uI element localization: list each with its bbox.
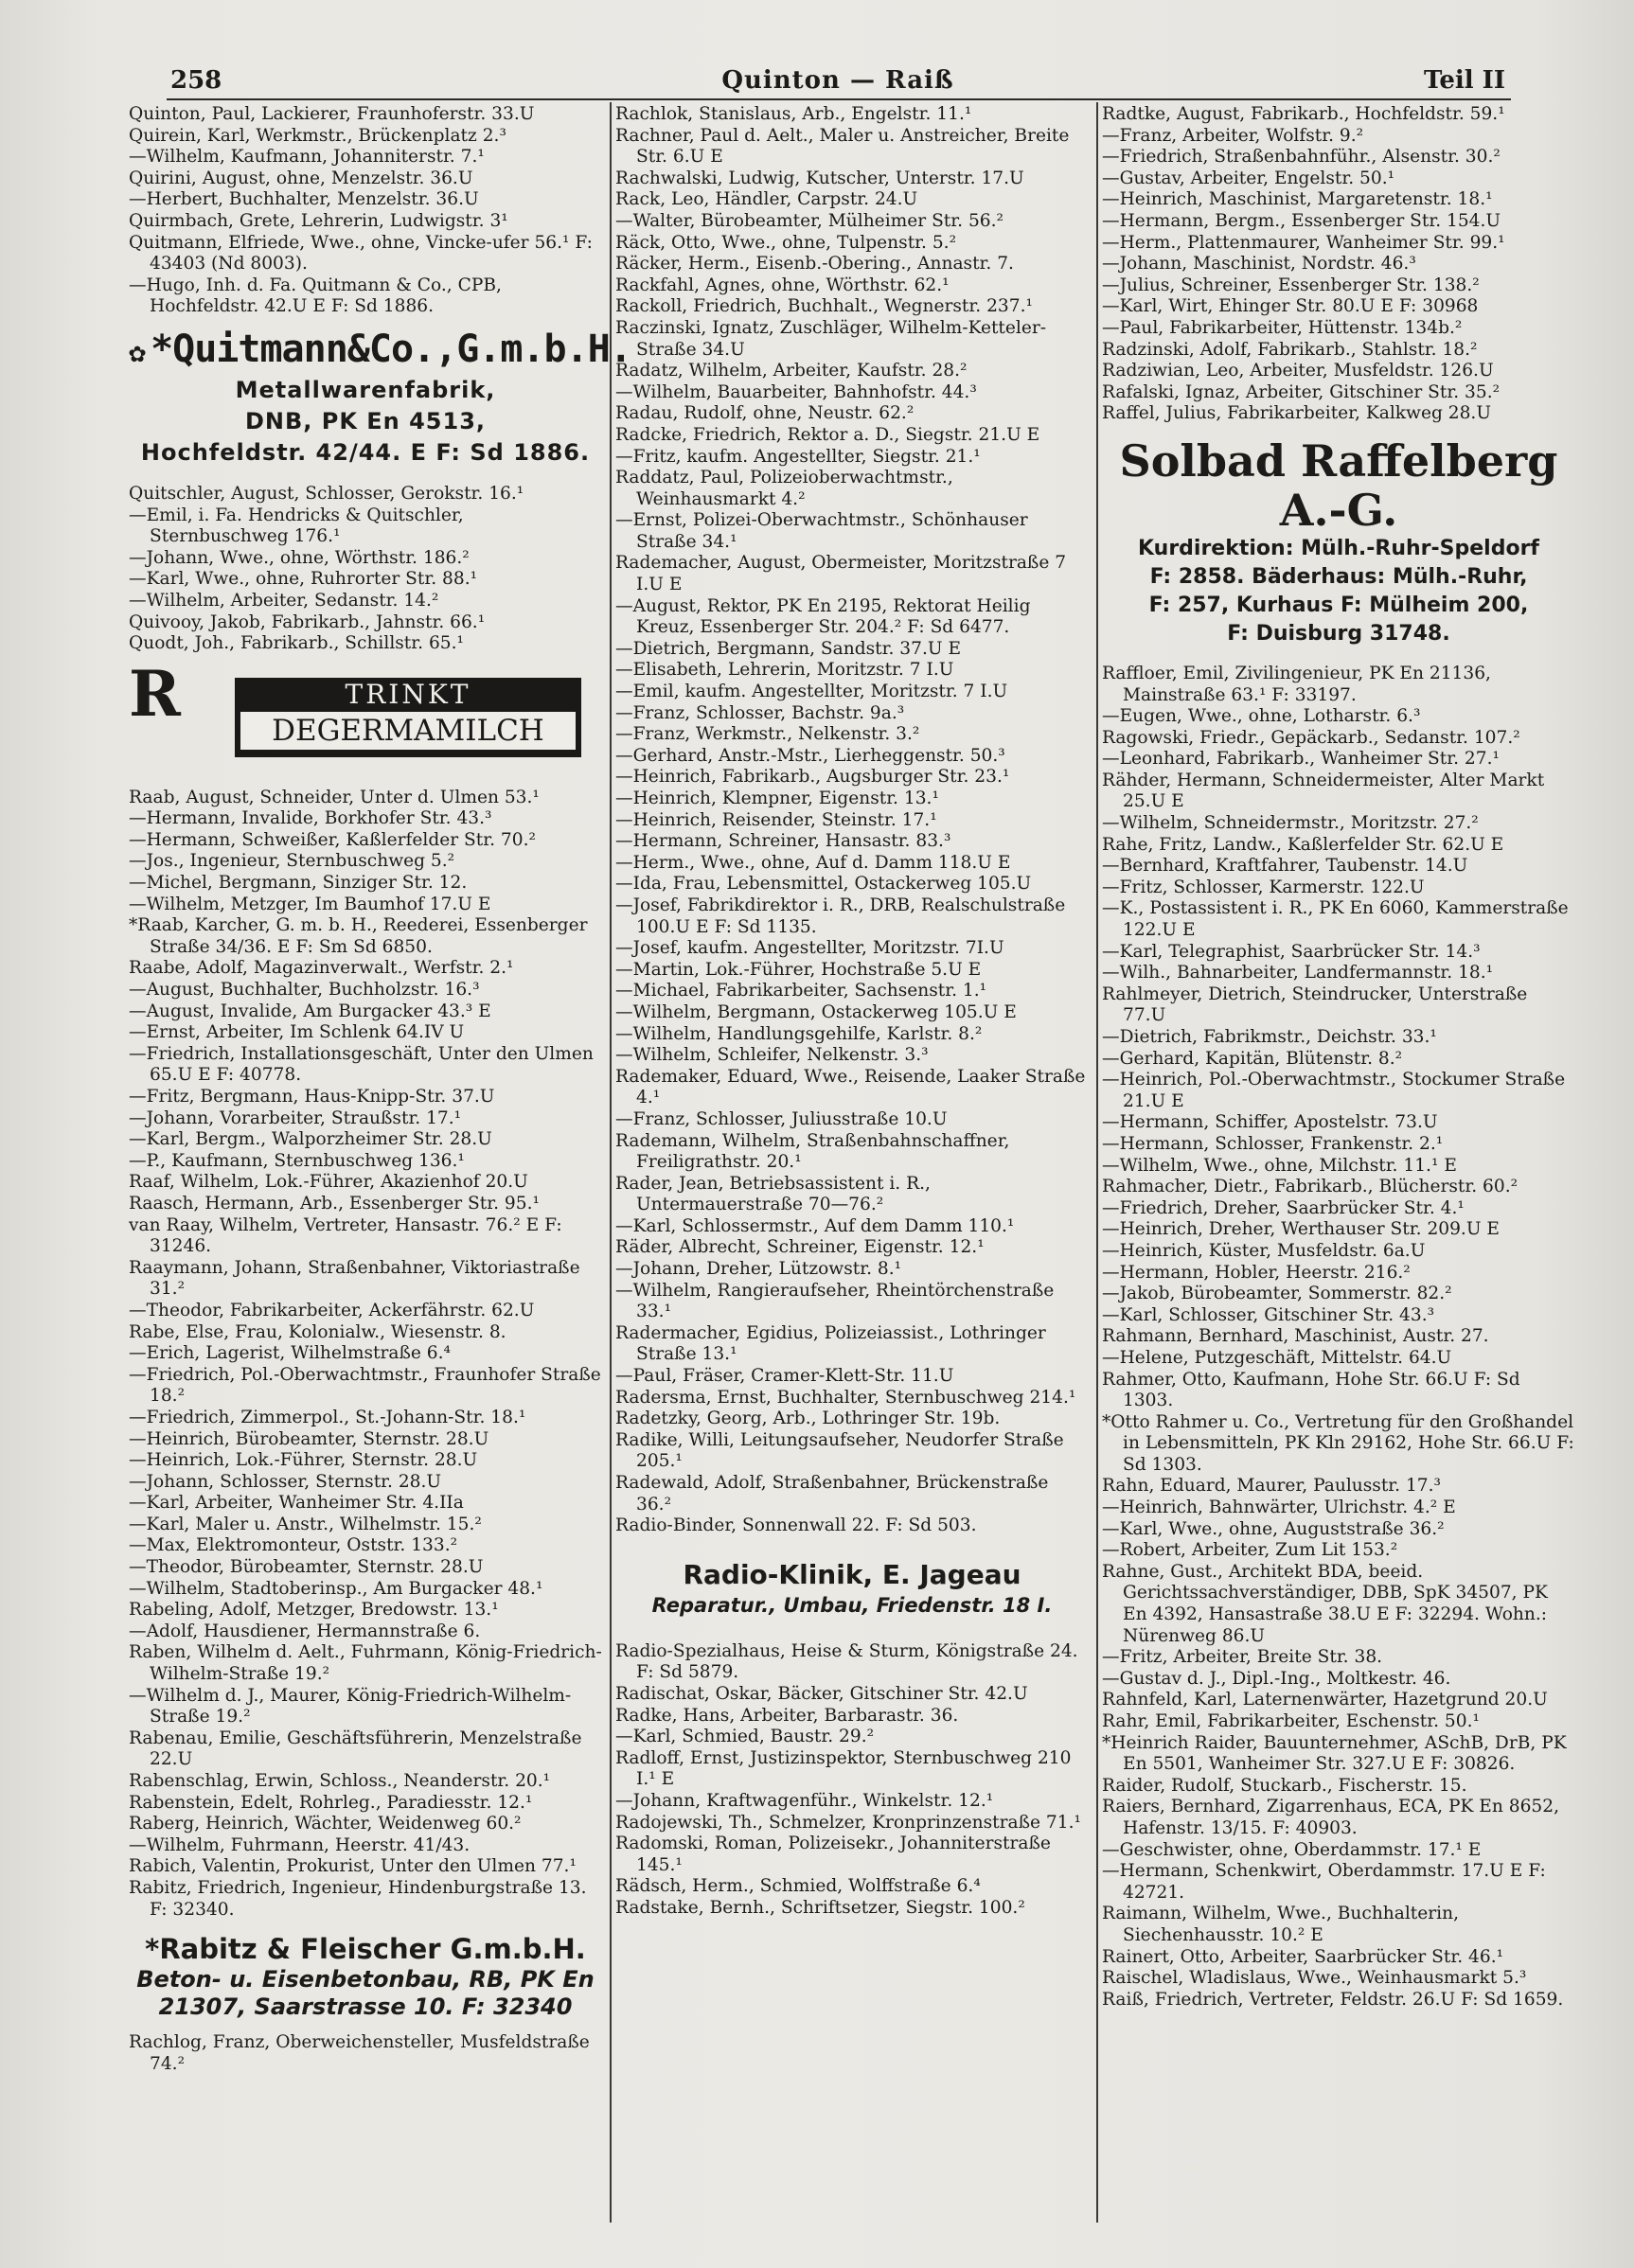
directory-entry: —Heinrich, Reisender, Steinstr. 17.¹ [615, 809, 937, 830]
directory-entry: Radtke, August, Fabrikarb., Hochfeldstr. 59.¹ [1102, 104, 1505, 124]
directory-entry: —Dietrich, Fabrikmstr., Deichstr. 33.¹ [1102, 1027, 1437, 1047]
directory-entry: —P., Kaufmann, Sternbuschweg 136.¹ [129, 1150, 465, 1171]
directory-entry: Rähder, Hermann, Schneidermeister, Alter Markt 25.U E [1102, 770, 1551, 812]
directory-entry: Räck, Otto, Wwe., ohne, Tulpenstr. 5.² [615, 232, 957, 253]
directory-entry: Radatz, Wilhelm, Arbeiter, Kaufstr. 28.² [615, 361, 968, 381]
directory-entry: Rahnfeld, Karl, Laternenwärter, Hazetgrund 20.U [1102, 1690, 1548, 1710]
directory-entry: Quivooy, Jakob, Fabrikarb., Jahnstr. 66.¹ [129, 611, 486, 632]
directory-entry: Quodt, Joh., Fabrikarb., Schillstr. 65.¹ [129, 633, 464, 654]
directory-entry: Radetzky, Georg, Arb., Lothringer Str. 19b. [615, 1409, 1001, 1429]
ad-rabitz-firm: *Rabitz & Fleischer G.m.b.H. [145, 1933, 586, 1966]
directory-entry: Rahmann, Bernhard, Maschinist, Austr. 27. [1102, 1326, 1489, 1347]
directory-entry: Radstake, Bernh., Schriftsetzer, Siegstr. 100.² [615, 1897, 1025, 1918]
directory-entry: —Wilhelm, Stadtoberinsp., Am Burgacker 48.¹ [129, 1578, 543, 1599]
directory-entry: Rachlog, Franz, Oberweichensteller, Musfeldstraße 74.² [129, 2032, 595, 2074]
directory-entry: Raischel, Wladislaus, Wwe., Weinhausmarkt 5.³ [1102, 1968, 1527, 1989]
directory-entry: —Karl, Bergm., Walporzheimer Str. 28.U [129, 1129, 492, 1150]
ad-solbad-line: F: Duisburg 31748. [1227, 621, 1450, 646]
directory-entry: —Helene, Putzgeschäft, Mittelstr. 64.U [1102, 1347, 1452, 1368]
directory-entry: —Karl, Wwe., ohne, Ruhrorter Str. 88.¹ [129, 569, 478, 590]
directory-entry: Radermacher, Egidius, Polizeiassist., Lothringer Straße 13.¹ [615, 1322, 1052, 1365]
directory-entry: —Wilhelm, Schneidermstr., Moritzstr. 27.² [1102, 813, 1479, 834]
directory-entry: Raben, Wilhelm d. Aelt., Fuhrmann, König-Friedrich-Wilhelm-Straße 19.² [129, 1642, 602, 1685]
directory-entry: Rachwalski, Ludwig, Kutscher, Unterstr. 17.U [615, 168, 1024, 188]
directory-entry: —Heinrich, Bahnwärter, Ulrichstr. 4.² E [1102, 1497, 1456, 1518]
directory-entry: —Gerhard, Kapitän, Blütenstr. 8.² [1102, 1048, 1403, 1069]
directory-entry: —Karl, Schlossermstr., Auf dem Damm 110.¹ [615, 1215, 1015, 1236]
directory-entry: Rainert, Otto, Arbeiter, Saarbrücker Str. 46.¹ [1102, 1946, 1504, 1967]
directory-entry: —Fritz, Bergmann, Haus-Knipp-Str. 37.U [129, 1087, 495, 1107]
directory-entry: —Franz, Schlosser, Juliusstraße 10.U [615, 1108, 948, 1129]
directory-entry: Radojewski, Th., Schmelzer, Kronprinzenstraße 71.¹ [615, 1812, 1081, 1833]
directory-entry: Rahne, Gust., Architekt BDA, beeid. Gerichtssachverständiger, DBB, SpK 34507, PK En 4392, Hansastraße 38.U E F: 32294. Wohn.: Nürenweg 86.U [1102, 1561, 1554, 1646]
directory-entry: —Erich, Lagerist, Wilhelmstraße 6.⁴ [129, 1343, 451, 1364]
milk-ad-line: DEGERMAMILCH [240, 712, 576, 750]
directory-entry: *Otto Rahmer u. Co., Vertretung für den Großhandel in Lebensmitteln, PK Kln 29162, Hohe Str. 66.U F: Sd 1303. [1102, 1411, 1580, 1475]
directory-entry: Rahr, Emil, Fabrikarbeiter, Eschenstr. 50.¹ [1102, 1711, 1480, 1731]
directory-entry: Rabich, Valentin, Prokurist, Unter den Ulmen 77.¹ [129, 1856, 577, 1877]
directory-entry: Raider, Rudolf, Stuckarb., Fischerstr. 15. [1102, 1775, 1467, 1796]
company-logo-icon: ✿ [129, 335, 146, 369]
directory-entry: —Wilhelm, Schleifer, Nelkenstr. 3.³ [615, 1045, 929, 1066]
directory-entry: —Wilhelm, Fuhrmann, Heerstr. 41/43. [129, 1834, 471, 1855]
directory-entry: —Herm., Wwe., ohne, Auf d. Damm 118.U E [615, 852, 1011, 873]
directory-entry: Quinton, Paul, Lackierer, Fraunhoferstr. 33.U [129, 104, 535, 124]
directory-entry: —Franz, Werkmstr., Nelkenstr. 3.² [615, 724, 920, 745]
directory-entry: Radke, Hans, Arbeiter, Barbarastr. 36. [615, 1705, 959, 1726]
ad-solbad-line: F: 257, Kurhaus F: Mülheim 200, [1148, 593, 1529, 617]
page-number: 258 [170, 66, 222, 95]
ad-solbad-line: Kurdirektion: Mülh.-Ruhr-Speldorf [1138, 536, 1539, 560]
directory-entry: —Fritz, Arbeiter, Breite Str. 38. [1102, 1647, 1383, 1668]
directory-entry: —Leonhard, Fabrikarb., Wanheimer Str. 27.¹ [1102, 749, 1500, 770]
column-divider [1096, 102, 1098, 2223]
directory-entry: Radau, Rudolf, ohne, Neustr. 62.² [615, 403, 915, 424]
directory-entry: —Heinrich, Maschinist, Margaretenstr. 18.¹ [1102, 189, 1493, 210]
directory-entry: —Herbert, Buchhalter, Menzelstr. 36.U [129, 189, 479, 210]
directory-entry: Raiß, Friedrich, Vertreter, Feldstr. 26.U F: Sd 1659. [1102, 1989, 1564, 2010]
part-label: Teil II [1423, 66, 1505, 95]
directory-entry: —Wilhelm, Metzger, Im Baumhof 17.U E [129, 894, 491, 914]
directory-entry: —K., Postassistent i. R., PK En 6060, Kammerstraße 122.U E [1102, 898, 1574, 941]
directory-entry: Rahn, Eduard, Maurer, Paulusstr. 17.³ [1102, 1476, 1441, 1497]
directory-entry: Radio-Spezialhaus, Heise & Sturm, Königstraße 24. F: Sd 5879. [615, 1640, 1084, 1683]
directory-entry: —Hermann, Schlosser, Frankenstr. 2.¹ [1102, 1133, 1444, 1154]
directory-entry: Rahe, Fritz, Landw., Kaßlerfelder Str. 62.U E [1102, 834, 1504, 855]
directory-entry: Quitschler, August, Schlosser, Gerokstr. 16.¹ [129, 483, 524, 504]
ad-quitmann-line: Hochfeldstr. 42/44. E F: Sd 1886. [140, 438, 591, 466]
ad-solbad-line: F: 2858. Bäderhaus: Mülh.-Ruhr, [1149, 564, 1528, 589]
directory-entry: Radloff, Ernst, Justizinspektor, Sternbuschweg 210 I.¹ E [615, 1747, 1077, 1790]
entry-list [129, 104, 602, 318]
directory-entry: —Wilhelm d. J., Maurer, König-Friedrich-Wilhelm-Straße 19.² [129, 1685, 572, 1728]
directory-entry: —Heinrich, Lok.-Führer, Sternstr. 28.U [129, 1450, 478, 1471]
ad-radio-klinik [615, 1558, 1089, 1619]
ad-milk [129, 656, 602, 761]
entry-list [129, 484, 602, 655]
directory-entry: —Fritz, kaufm. Angestellter, Siegstr. 21.¹ [615, 446, 981, 467]
directory-entry: Radziwian, Leo, Arbeiter, Musfeldstr. 126.U [1102, 361, 1494, 381]
directory-entry: —Heinrich, Fabrikarb., Augsburger Str. 23.¹ [615, 767, 1010, 788]
directory-entry: —Wilhelm, Arbeiter, Sedanstr. 14.² [129, 590, 439, 611]
entry-list [129, 787, 607, 1921]
directory-entry: Rachner, Paul d. Aelt., Maler u. Anstreicher, Breite Str. 6.U E [615, 125, 1075, 168]
header-rule [167, 98, 1511, 100]
directory-entry: Radio-Binder, Sonnenwall 22. F: Sd 503. [615, 1515, 977, 1536]
directory-entry: —Ernst, Arbeiter, Im Schlenk 64.IV U [129, 1022, 465, 1043]
directory-entry: —Gustav d. J., Dipl.-Ing., Moltkestr. 46. [1102, 1668, 1451, 1689]
directory-entry: Radomski, Roman, Polizeisekr., Johanniterstraße 145.¹ [615, 1834, 1057, 1875]
directory-entry: Quirmbach, Grete, Lehrerin, Ludwigstr. 3¹ [129, 210, 508, 231]
directory-entry: —Theodor, Fabrikarbeiter, Ackerfährstr. 62.U [129, 1300, 535, 1320]
column-3 [1102, 104, 1580, 2262]
directory-entry: —August, Invalide, Am Burgacker 43.³ E [129, 1001, 491, 1021]
directory-entry: —Adolf, Hausdiener, Hermannstraße 6. [129, 1621, 481, 1641]
directory-entry: —Wilhelm, Rangieraufseher, Rheintörchenstraße 33.¹ [615, 1280, 1060, 1322]
directory-entry: —Robert, Arbeiter, Zum Lit 153.² [1102, 1540, 1398, 1561]
directory-entry: Rader, Jean, Betriebsassistent i. R., Untermauerstraße 70—76.² [615, 1173, 936, 1215]
directory-entry: —Hermann, Schenkwirt, Oberdammstr. 17.U E F: 42721. [1102, 1861, 1552, 1903]
directory-entry: Raddatz, Paul, Polizeioberwachtmstr., Weinhausmarkt 4.² [615, 468, 959, 509]
directory-entry: —Johann, Schlosser, Sternstr. 28.U [129, 1471, 442, 1492]
directory-entry: Radike, Willi, Leitungsaufseher, Neudorfer Straße 205.¹ [615, 1429, 1070, 1472]
directory-entry: —Ernst, Polizei-Oberwachtmstr., Schönhauser Straße 34.¹ [615, 510, 1034, 552]
directory-entry: Räcker, Herm., Eisenb.-Obering., Annastr. 7. [615, 254, 1014, 275]
directory-entry: —Wilhelm, Handlungsgehilfe, Karlstr. 8.² [615, 1023, 983, 1044]
ad-solbad-firm: Solbad Raffelberg A.-G. [1119, 434, 1558, 536]
directory-entry: —Martin, Lok.-Führer, Hochstraße 5.U E [615, 959, 982, 980]
ad-solbad [1102, 436, 1575, 648]
directory-entry: —Friedrich, Dreher, Saarbrücker Str. 4.¹ [1102, 1197, 1465, 1218]
directory-entry: —Emil, i. Fa. Hendricks & Quitschler, Sternbuschweg 176.¹ [129, 505, 470, 547]
directory-entry: —Karl, Wwe., ohne, Auguststraße 36.² [1102, 1518, 1445, 1539]
milk-ad-box [235, 678, 581, 757]
directory-entry: —August, Rektor, PK En 2195, Rektorat Heilig Kreuz, Essenberger Str. 204.² F: Sd 6477. [615, 595, 1037, 638]
directory-entry: —Emil, kaufm. Angestellter, Moritzstr. 7 I.U [615, 682, 1008, 702]
directory-entry: —Hermann, Schreiner, Hansastr. 83.³ [615, 831, 951, 852]
directory-entry: Raczinski, Ignatz, Zuschläger, Wilhelm-Ketteler-Straße 34.U [615, 317, 1047, 360]
directory-entry: —Dietrich, Bergmann, Sandstr. 37.U E [615, 638, 962, 659]
entry-list [1102, 663, 1580, 2011]
directory-entry: Radischat, Oskar, Bäcker, Gitschiner Str. 42.U [615, 1683, 1028, 1704]
directory-entry: —Theodor, Bürobeamter, Sternstr. 28.U [129, 1557, 484, 1578]
entry-list [615, 1641, 1089, 1920]
ad-quitmann [129, 327, 631, 469]
directory-entry: —Bernhard, Kraftfahrer, Taubenstr. 14.U [1102, 856, 1468, 877]
directory-entry: Raffloer, Emil, Zivilingenieur, PK En 21136, Mainstraße 63.¹ F: 33197. [1102, 663, 1497, 705]
directory-entry: —Walter, Bürobeamter, Mülheimer Str. 56.² [615, 210, 1003, 231]
directory-entry: —Friedrich, Installationsgeschäft, Unter den Ulmen 65.U E F: 40778. [129, 1043, 599, 1086]
ad-radio-line: Reparatur., Umbau, Friedenstr. 18 I. [651, 1593, 1053, 1617]
milk-ad-line: TRINKT [345, 678, 471, 710]
directory-entry: —Heinrich, Pol.-Oberwachtmstr., Stockumer Straße 21.U E [1102, 1070, 1572, 1111]
directory-entry: —Hermann, Schweißer, Kaßlerfelder Str. 70.² [129, 829, 536, 850]
ad-quitmann-line: DNB, PK En 4513, [244, 407, 487, 434]
directory-entry: Rabitz, Friedrich, Ingenieur, Hindenburgstraße 13. F: 32340. [129, 1877, 593, 1920]
directory-entry: —Elisabeth, Lehrerin, Moritzstr. 7 I.U [615, 660, 954, 681]
directory-entry: *Raab, Karcher, G. m. b. H., Reederei, Essenberger Straße 34/36. E F: Sm Sd 6850. [129, 915, 594, 957]
directory-entry: Rafalski, Ignaz, Arbeiter, Gitschiner Str. 35.² [1102, 381, 1501, 402]
directory-entry: —Hermann, Invalide, Borkhofer Str. 43.³ [129, 808, 492, 829]
entry-list [129, 2032, 602, 2075]
directory-entry: Rabeling, Adolf, Metzger, Bredowstr. 13.¹ [129, 1600, 499, 1621]
directory-entry: Quirein, Karl, Werkmstr., Brückenplatz 2.³ [129, 125, 506, 146]
directory-entry: Rädsch, Herm., Schmied, Wolffstraße 6.⁴ [615, 1876, 981, 1897]
column-divider [610, 102, 612, 2223]
directory-entry: van Raay, Wilhelm, Vertreter, Hansastr. 76.² E F: 31246. [129, 1214, 568, 1257]
directory-entry: Rademann, Wilhelm, Straßenbahnschaffner, Freiligrathstr. 20.¹ [615, 1130, 1016, 1173]
directory-entry: Rahmacher, Dietr., Fabrikarb., Blücherstr. 60.² [1102, 1177, 1519, 1197]
directory-entry: —Johann, Wwe., ohne, Wörthstr. 186.² [129, 547, 470, 568]
directory-entry: —Karl, Telegraphist, Saarbrücker Str. 14.³ [1102, 941, 1481, 962]
directory-entry: Rachlok, Stanislaus, Arb., Engelstr. 11.¹ [615, 104, 972, 124]
directory-entry: —Jos., Ingenieur, Sternbuschweg 5.² [129, 851, 455, 872]
directory-entry: Rabenau, Emilie, Geschäftsführerin, Menzelstraße 22.U [129, 1728, 588, 1770]
directory-entry: Rabenstein, Edelt, Rohrleg., Paradiesstr. 12.¹ [129, 1792, 533, 1813]
directory-entry: —Karl, Arbeiter, Wanheimer Str. 4.IIa [129, 1493, 464, 1514]
directory-entry: *Heinrich Raider, Bauunternehmer, ASchB, DrB, PK En 5501, Wanheimer Str. 327.U E F: 30826. [1102, 1732, 1572, 1775]
directory-entry: —Johann, Kraftwagenführ., Winkelstr. 12.¹ [615, 1790, 994, 1811]
directory-entry: Raaymann, Johann, Straßenbahner, Viktoriastraße 31.² [129, 1257, 586, 1300]
directory-entry: —Johann, Vorarbeiter, Straußstr. 17.¹ [129, 1107, 462, 1128]
directory-entry: —Friedrich, Pol.-Oberwachtmstr., Fraunhofer Straße 18.² [129, 1364, 607, 1407]
directory-entry: —Karl, Schlosser, Gitschiner Str. 43.³ [1102, 1304, 1435, 1325]
ad-rabitz-line: Beton- u. Eisenbetonbau, RB, PK En [136, 1966, 595, 1993]
directory-entry: Rahmer, Otto, Kaufmann, Hohe Str. 66.U F: Sd 1303. [1102, 1369, 1526, 1411]
directory-entry: —Wilhelm, Bauarbeiter, Bahnhofstr. 44.³ [615, 381, 977, 402]
directory-entry: —Johann, Dreher, Lützowstr. 8.¹ [615, 1259, 902, 1280]
directory-entry: —Wilhelm, Kaufmann, Johanniterstr. 7.¹ [129, 147, 485, 168]
directory-entry: Radersma, Ernst, Buchhalter, Sternbuschweg 214.¹ [615, 1387, 1076, 1408]
directory-entry: —Paul, Fräser, Cramer-Klett-Str. 11.U [615, 1366, 954, 1387]
directory-entry: Raab, August, Schneider, Unter d. Ulmen 53.¹ [129, 787, 540, 807]
directory-entry: —Fritz, Schlosser, Karmerstr. 122.U [1102, 877, 1425, 897]
entry-list [1102, 104, 1575, 425]
directory-entry: —Gustav, Arbeiter, Engelstr. 50.¹ [1102, 168, 1395, 188]
directory-entry: —Wilhelm, Wwe., ohne, Milchstr. 11.¹ E [1102, 1155, 1457, 1176]
directory-entry: —Karl, Schmied, Baustr. 29.² [615, 1727, 875, 1747]
directory-entry: Quirini, August, ohne, Menzelstr. 36.U [129, 168, 473, 188]
directory-entry: Rabe, Else, Frau, Kolonialw., Wiesenstr. 8. [129, 1321, 506, 1342]
directory-entry: —Eugen, Wwe., ohne, Lotharstr. 6.³ [1102, 706, 1421, 727]
directory-entry: Radewald, Adolf, Straßenbahner, Brückenstraße 36.² [615, 1473, 1055, 1515]
directory-entry: —Gerhard, Anstr.-Mstr., Lierheggenstr. 50.³ [615, 745, 1005, 766]
directory-entry: Rahlmeyer, Dietrich, Steindrucker, Unterstraße 77.U [1102, 983, 1534, 1026]
directory-entry: —Hermann, Bergm., Essenberger Str. 154.U [1102, 210, 1501, 231]
directory-entry: Raasch, Hermann, Arb., Essenberger Str. 95.¹ [129, 1193, 540, 1214]
directory-entry: Rabenschlag, Erwin, Schloss., Neanderstr. 20.¹ [129, 1771, 551, 1791]
ad-quitmann-firm: *Quitmann&Co.,G.m.b.H. [151, 327, 631, 371]
ad-radio-firm: Radio-Klinik, E. Jageau [683, 1558, 1021, 1590]
directory-entry: —Paul, Fabrikarbeiter, Hüttenstr. 134b.² [1102, 317, 1463, 338]
directory-entry: —Max, Elektromonteur, Oststr. 133.² [129, 1535, 458, 1556]
directory-entry: —Friedrich, Straßenbahnführ., Alsenstr. 30.² [1102, 147, 1501, 168]
directory-entry: Rademacher, August, Obermeister, Moritzstraße 7 I.U E [615, 553, 1073, 595]
page-range-title: Quinton — Raiß [721, 66, 954, 95]
directory-entry: Radzinski, Adolf, Fabrikarb., Stahlstr. 18.² [1102, 339, 1478, 360]
directory-entry: Raabe, Adolf, Magazinverwalt., Werfstr. 2.¹ [129, 958, 514, 979]
directory-entry: —August, Buchhalter, Buchholzstr. 16.³ [129, 980, 480, 1001]
directory-entry: —Wilh., Bahnarbeiter, Landfermannstr. 18.¹ [1102, 963, 1494, 983]
directory-entry: —Heinrich, Klempner, Eigenstr. 13.¹ [615, 788, 939, 808]
directory-entry: —Heinrich, Dreher, Werthauser Str. 209.U E [1102, 1219, 1500, 1240]
directory-entry: —Herm., Plattenmaurer, Wanheimer Str. 99.¹ [1102, 232, 1505, 253]
directory-entry: Raaf, Wilhelm, Lok.-Führer, Akazienhof 20.U [129, 1172, 528, 1193]
directory-entry: —Franz, Schlosser, Bachstr. 9a.³ [615, 702, 905, 723]
directory-entry: —Hermann, Schiffer, Apostelstr. 73.U [1102, 1112, 1438, 1133]
directory-entry: Rackfahl, Agnes, ohne, Wörthstr. 62.¹ [615, 275, 950, 295]
directory-entry: Räder, Albrecht, Schreiner, Eigenstr. 12.¹ [615, 1237, 985, 1258]
directory-entry: Radcke, Friedrich, Rektor a. D., Siegstr. 21.U E [615, 424, 1040, 445]
column-2 [615, 104, 1092, 2262]
directory-entry: —Wilhelm, Bergmann, Ostackerweg 105.U E [615, 1001, 1017, 1022]
directory-entry: —Julius, Schreiner, Essenberger Str. 138.² [1102, 275, 1480, 295]
directory-entry: —Josef, Fabrikdirektor i. R., DRB, Realschulstraße 100.U E F: Sd 1135. [615, 895, 1072, 937]
directory-entry: Raberg, Heinrich, Wächter, Weidenweg 60.² [129, 1814, 522, 1834]
column-1 [129, 104, 631, 2262]
ad-quitmann-line: Metallwarenfabrik, [235, 376, 496, 403]
directory-entry: Raiers, Bernhard, Zigarrenhaus, ECA, PK En 8652, Hafenstr. 13/15. F: 40903. [1102, 1797, 1565, 1838]
directory-entry: —Michael, Fabrikarbeiter, Sachsenstr. 1.¹ [615, 981, 987, 1001]
directory-entry: —Karl, Wirt, Ehinger Str. 80.U E F: 30968 [1102, 296, 1479, 317]
directory-entry: Rademaker, Eduard, Wwe., Reisende, Laaker Straße 4.¹ [615, 1066, 1092, 1108]
directory-entry: —Heinrich, Bürobeamter, Sternstr. 28.U [129, 1428, 489, 1449]
entry-list [615, 104, 1092, 1537]
section-letter: R [129, 656, 181, 731]
directory-entry: —Karl, Maler u. Anstr., Wilhelmstr. 15.² [129, 1514, 482, 1534]
directory-entry: Ragowski, Friedr., Gepäckarb., Sedanstr. 107.² [1102, 727, 1520, 748]
directory-entry: —Friedrich, Zimmerpol., St.-Johann-Str. 18.¹ [129, 1407, 526, 1427]
directory-entry: —Heinrich, Küster, Musfeldstr. 6a.U [1102, 1240, 1426, 1261]
directory-entry: Rackoll, Friedrich, Buchhalt., Wegnerstr. 237.¹ [615, 296, 1033, 317]
directory-entry: —Jakob, Bürobeamter, Sommerstr. 82.² [1102, 1284, 1452, 1304]
directory-entry: Raimann, Wilhelm, Wwe., Buchhalterin, Siechenhausstr. 10.² E [1102, 1904, 1465, 1945]
directory-entry: —Josef, kaufm. Angestellter, Moritzstr. 7I.U [615, 938, 1004, 959]
directory-entry: —Hermann, Hobler, Heerstr. 216.² [1102, 1262, 1411, 1283]
ad-rabitz-line: 21307, Saarstrasse 10. F: 32340 [158, 1993, 573, 2021]
directory-entry: Rack, Leo, Händler, Carpstr. 24.U [615, 189, 918, 210]
directory-entry: —Hugo, Inh. d. Fa. Quitmann & Co., CPB, Hochfeldstr. 42.U E F: Sd 1886. [129, 275, 507, 317]
ad-rabitz [129, 1932, 602, 2021]
directory-entry: —Michel, Bergmann, Sinziger Str. 12. [129, 873, 468, 894]
directory-entry: Raffel, Julius, Fabrikarbeiter, Kalkweg 28.U [1102, 403, 1492, 424]
directory-entry: —Franz, Arbeiter, Wolfstr. 9.² [1102, 125, 1364, 146]
directory-entry: —Geschwister, ohne, Oberdammstr. 17.¹ E [1102, 1839, 1482, 1860]
directory-entry: —Ida, Frau, Lebensmittel, Ostackerweg 105.U [615, 874, 1032, 895]
directory-entry: —Johann, Maschinist, Nordstr. 46.³ [1102, 254, 1416, 275]
directory-entry: Quitmann, Elfriede, Wwe., ohne, Vincke-ufer 56.¹ F: 43403 (Nd 8003). [129, 232, 598, 275]
